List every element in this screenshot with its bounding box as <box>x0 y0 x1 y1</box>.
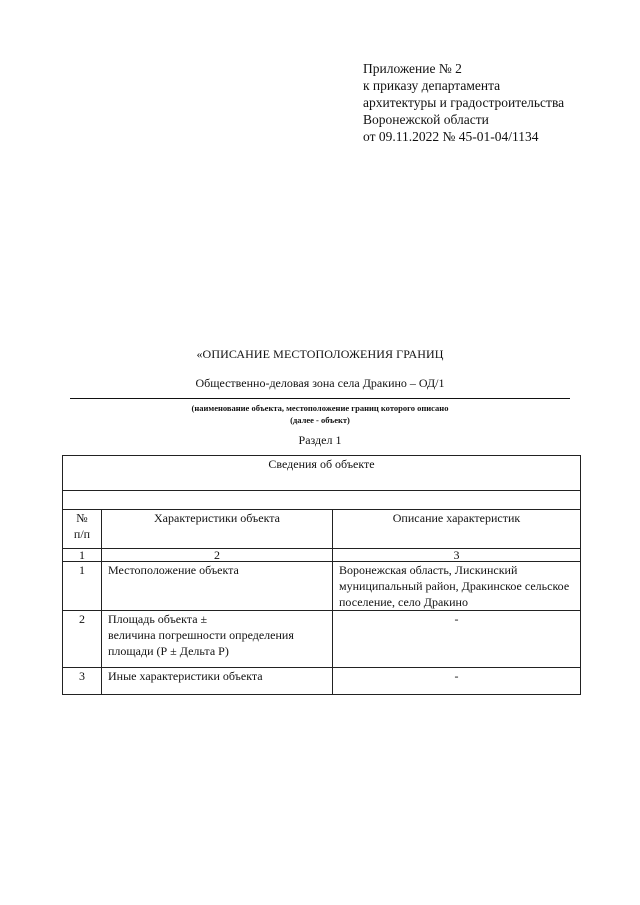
row-number: 2 <box>63 611 102 668</box>
column-number-row <box>63 549 581 562</box>
appendix-line: архитектуры и градостроительства <box>363 95 565 110</box>
appendix-line: Приложение № 2 <box>363 61 462 76</box>
column-header-row <box>63 510 581 549</box>
table-row <box>63 562 581 611</box>
column-header-num: № п/п <box>63 510 102 549</box>
table-header-row <box>63 456 581 491</box>
characteristic-line: Площадь объекта ± <box>108 612 208 626</box>
column-number: 2 <box>102 549 333 562</box>
row-number: 3 <box>63 668 102 695</box>
section-label: Раздел 1 <box>298 433 342 447</box>
object-caption <box>0 402 640 426</box>
blank-cell <box>63 491 581 510</box>
table-row <box>63 668 581 695</box>
blank-row <box>63 491 581 510</box>
row-characteristic: Местоположение объекта <box>102 562 333 611</box>
column-number: 3 <box>333 549 581 562</box>
appendix-line: Воронежской области <box>363 112 489 127</box>
appendix-line: от 09.11.2022 № 45-01-04/1134 <box>363 129 539 144</box>
row-number: 1 <box>63 562 102 611</box>
caption-line: (наименование объекта, местоположение границ которого описано <box>191 403 449 413</box>
characteristic-line: площади (Р ± Дельта Р) <box>108 644 229 658</box>
row-description: - <box>333 611 581 668</box>
underline-rule <box>70 398 570 399</box>
row-description: Воронежская область, Лискинский муниципальный район, Дракинское сельское поселение, село Дракино <box>333 562 581 611</box>
object-name: Общественно-деловая зона села Дракино – ОД/1 <box>195 376 445 390</box>
row-characteristic <box>102 611 333 668</box>
table-row <box>63 611 581 668</box>
row-description: - <box>333 668 581 695</box>
row-characteristic: Иные характеристики объекта <box>102 668 333 695</box>
column-header-description: Описание характеристик <box>333 510 581 549</box>
object-info-table <box>62 455 581 695</box>
column-number: 1 <box>63 549 102 562</box>
table-header: Сведения об объекте <box>63 456 581 491</box>
appendix-line: к приказу департамента <box>363 78 501 93</box>
document-title: «ОПИСАНИЕ МЕСТОПОЛОЖЕНИЯ ГРАНИЦ <box>196 347 444 361</box>
column-header-characteristic: Характеристики объекта <box>102 510 333 549</box>
appendix-block <box>363 60 564 145</box>
characteristic-line: величина погрешности определения <box>108 628 294 642</box>
caption-line: (далее - объект) <box>290 415 350 425</box>
